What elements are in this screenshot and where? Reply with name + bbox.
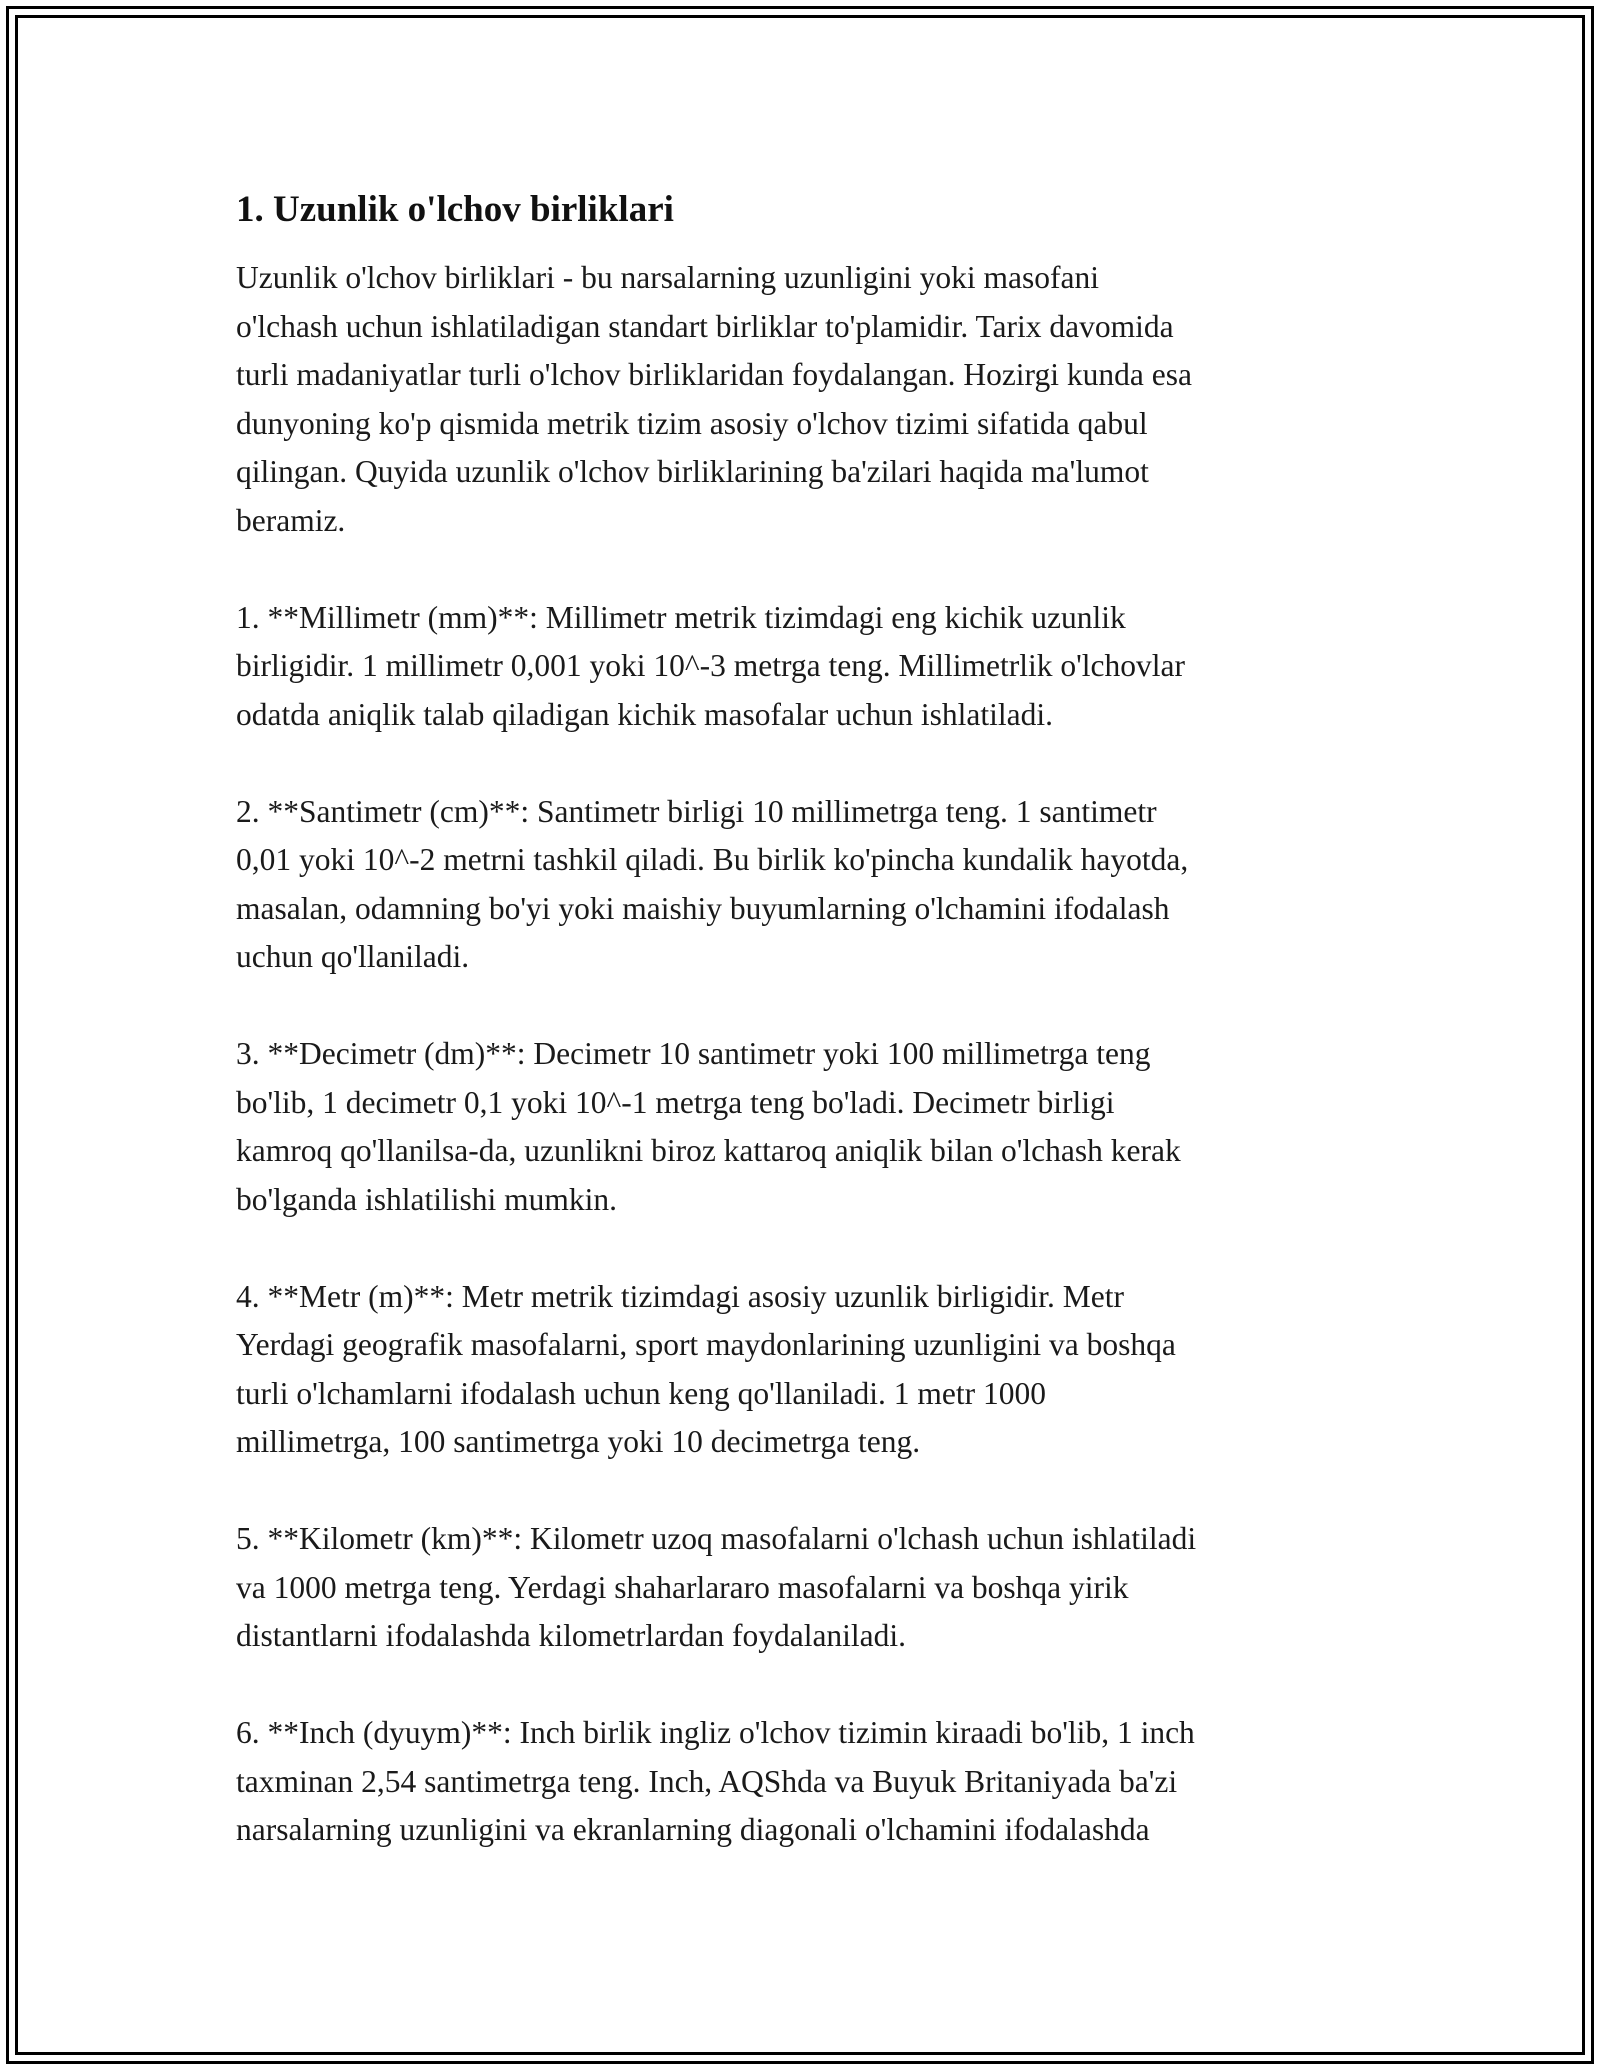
list-item-decimetr: 3. **Decimetr (dm)**: Decimetr 10 santimetr yoki 100 millimetrga teng bo'lib, 1 decimetr 0,1 yoki 10^-1 metrga teng bo'ladi. Decimetr birligi kamroq qo'llanilsa-da, uzunlikni biroz kattaroq aniqlik bilan o'lchash kerak bo'lganda ishlatilishi mumkin.	[236, 1036, 1181, 1217]
document-body	[236, 186, 1386, 1903]
list-item-kilometr: 5. **Kilometr (km)**: Kilometr uzoq masofalarni o'lchash uchun ishlatiladi va 1000 metrga teng. Yerdagi shaharlararo masofalarni va boshqa yirik distantlarni ifodalashda kilometrlardan foydalaniladi.	[236, 1521, 1197, 1653]
list-item-millimetr: 1. **Millimetr (mm)**: Millimetr metrik tizimdagi eng kichik uzunlik birligidir. 1 millimetr 0,001 yoki 10^-3 metrga teng. Millimetrlik o'lchovlar odatda aniqlik talab qiladigan kichik masofalar uchun ishlatiladi.	[236, 599, 1185, 732]
list-item-santimetr: 2. **Santimetr (cm)**: Santimetr birligi 10 millimetrga teng. 1 santimetr 0,01 yoki 10^-2 metrni tashkil qiladi. Bu birlik ko'pincha kundalik hayotda, masalan, odamning bo'yi yoki maishiy buyumlarning o'lchamini ifodalash uchun qo'llaniladi.	[236, 793, 1189, 974]
section-heading: 1. Uzunlik o'lchov birliklari	[236, 189, 674, 230]
list-item-metr: 4. **Metr (m)**: Metr metrik tizimdagi asosiy uzunlik birligidir. Metr Yerdagi geografik masofalarni, sport maydonlarining uzunligini va boshqa turli o'lchamlarni ifodalash uchun keng qo'llaniladi. 1 metr 1000 millimetrga, 100 santimetrga yoki 10 decimetrga teng.	[236, 1278, 1176, 1459]
list-item-inch: 6. **Inch (dyuym)**: Inch birlik ingliz o'lchov tizimin kiraadi bo'lib, 1 inch taxminan 2,54 santimetrga teng. Inch, AQShda va Buyuk Britaniyada ba'zi narsalarning uzunligini va ekranlarning diagonali o'lchamini ifodalashda	[236, 1715, 1195, 1847]
intro-paragraph: Uzunlik o'lchov birliklari - bu narsalarning uzunligini yoki masofani o'lchash uchun ishlatiladigan standart birliklar to'plamidir. Tarix davomida turli madaniyatlar turli o'lchov birliklaridan foydalangan. Hozirgi kunda esa dunyoning ko'p qismida metrik tizim asosiy o'lchov tizimi sifatida qabul qilingan. Quyida uzunlik o'lchov birliklarining ba'zilari haqida ma'lumot beramiz.	[236, 260, 1192, 538]
